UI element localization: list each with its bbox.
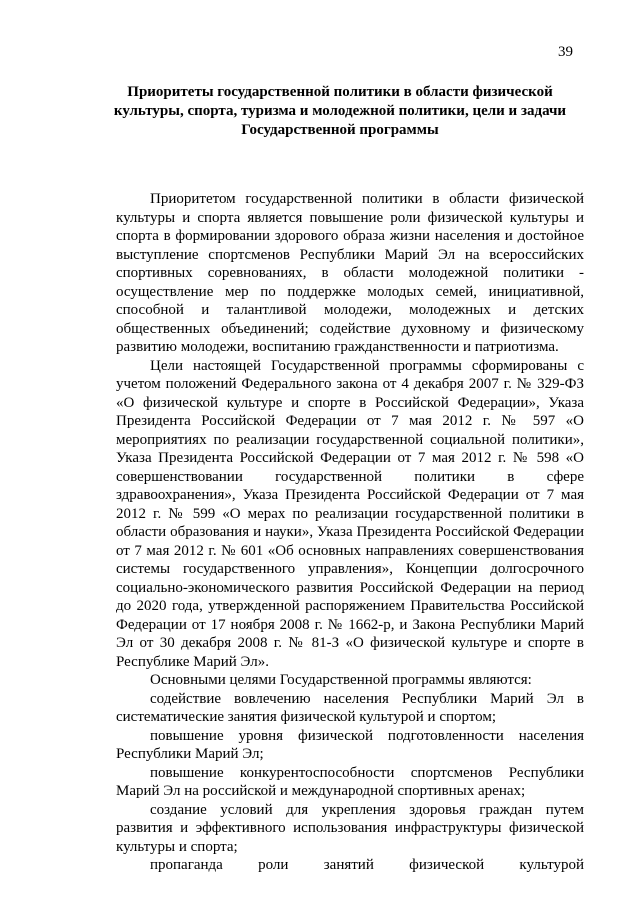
title-line: культуры, спорта, туризма и молодежной политики, цели и задачи [113,103,567,119]
page-number: 39 [558,44,573,60]
body-text [116,190,584,875]
section-title [100,83,580,140]
goal-item: повышение конкурентоспособности спортсменов Республики Марий Эл на российской и международной спортивных аренах; [116,764,584,799]
goal-item: повышение уровня физической подготовленности населения Республики Марий Эл; [116,727,584,762]
paragraph-goals-basis: Цели настоящей Государственной программы сформированы с учетом положений Федерального закона от 4 декабря 2007 г. № 329-ФЗ «О физической культуре и спорте в Российской Федерации», Указа Президента Российской Федерации от 7 мая 2012 г. № 597 «О мероприятиях по реализации государственной социальной политики», Указа Президента Российской Федерации от 7 мая 2012 г. № 598 «О совершенствовании государственной политики в сфере здравоохранения», Указа Президента Российской Федерации от 7 мая 2012 г. № 599 «О мерах по реализации государственной политики в области образования и науки», Указа Президента Российской Федерации от 7 мая 2012 г. № 601 «Об основных направлениях совершенствования системы государственного управления», Концепции долгосрочного социально-экономического развития Российской Федерации на период до 2020 года, утвержденной распоряжением Правительства Российской Федерации от 17 ноября 2008 г. № 1662-р, и Закона Республики Марий Эл от 30 декабря 2008 г. № 81-З «О физической культуре и спорте в Республике Марий Эл». [116,357,584,670]
goal-item: содействие вовлечению населения Республики Марий Эл в систематические занятия физической культурой и спортом; [116,690,584,725]
title-line: Приоритеты государственной политики в области физической [127,84,553,100]
goal-item: пропаганда роли занятий физической культурой [150,857,584,873]
paragraph-priorities: Приоритетом государственной политики в области физической культуры и спорта является повышение роли физической культуры и спорта в формировании здорового образа жизни населения и достойное выступление спортсменов Республики Марий Эл на всероссийских спортивных соревнованиях, в области молодежной политики - осуществление мер по поддержке молодых семей, инициативной, способной и талантливой молодежи, молодежных и детских общественных объединений; содействие духовному и физическому развитию молодежи, воспитанию гражданственности и патриотизма. [116,191,584,355]
goal-item: создание условий для укрепления здоровья граждан путем развития и эффективного использования инфраструктуры физической культуры и спорта; [116,801,584,855]
title-line: Государственной программы [241,122,439,138]
paragraph-main-goals-intro: Основными целями Государственной программы являются: [150,672,532,688]
